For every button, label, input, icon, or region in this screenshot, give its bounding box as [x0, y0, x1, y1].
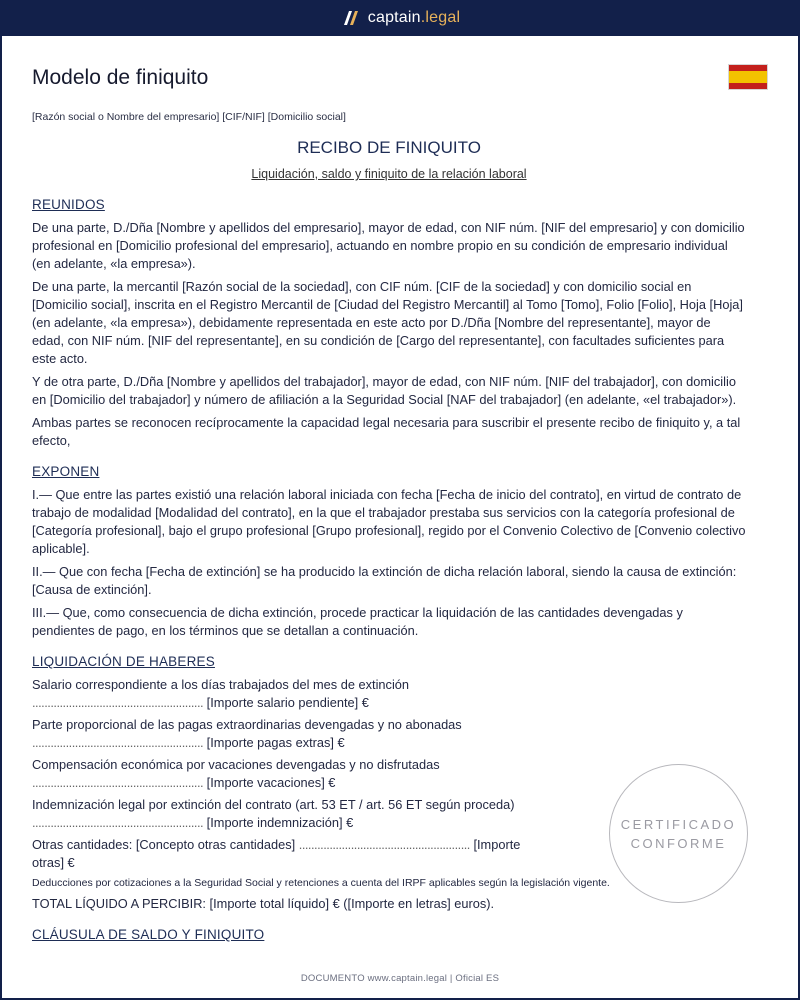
spain-flag-icon: [728, 64, 768, 90]
reunidos-paragraph: De una parte, D./Dña [Nombre y apellidos del empresario], mayor de edad, con NIF núm. [NIF del empresario] y con domicilio profesional en [Domicilio profesional del empresario], actuando en nombre propio en su condición de empresario individual (en adelante, «la empresa»).: [32, 220, 745, 271]
dotted-leader: ........................................................: [32, 695, 204, 710]
section-heading-liquidacion: LIQUIDACIÓN DE HABERES: [32, 654, 215, 669]
liquidation-item-amount: [Importe indemnización] €: [206, 815, 354, 830]
other-amounts-amount: [Importe otras] €: [32, 837, 521, 870]
dotted-leader: ........................................................: [32, 775, 204, 790]
liquidation-item-label: Compensación económica por vacaciones devengadas y no disfrutadas: [32, 757, 440, 772]
brand-name-part1: captain: [367, 9, 421, 26]
liquidation-item-amount: [Importe pagas extras] €: [206, 735, 345, 750]
captain-legal-logo-icon: [340, 10, 360, 26]
liquidation-item: [32, 676, 746, 712]
liquidation-item-label: Salario correspondiente a los días trabajados del mes de extinción: [32, 677, 410, 692]
document-title: Modelo de finiquito: [32, 66, 209, 89]
certified-stamp: [609, 764, 748, 903]
deductions-note: Deducciones por cotizaciones a la Seguridad Social y retenciones a cuenta del IRPF aplicables según la legislación vigente.: [32, 877, 610, 889]
company-header-line: [Razón social o Nombre del empresario] [CIF/NIF] [Domicilio social]: [32, 111, 346, 123]
receipt-title: RECIBO DE FINIQUITO: [297, 138, 481, 157]
liquidation-item-other: [32, 836, 532, 872]
other-amounts-label: Otras cantidades: [Concepto otras cantidades]: [32, 837, 296, 852]
liquidation-item-label: Parte proporcional de las pagas extraordinarias devengadas y no abonadas: [32, 717, 462, 732]
receipt-subtitle: Liquidación, saldo y finiquito de la relación laboral: [251, 167, 527, 181]
reunidos-paragraph: Y de otra parte, D./Dña [Nombre y apellidos del trabajador], mayor de edad, con NIF núm. [NIF del trabajador], con domicilio en [Domicilio del trabajador] y número de afiliación a la Seguridad Social [NAF del trabajador] (en adelante, «el trabajador»).: [32, 374, 737, 407]
liquidation-item: [32, 716, 746, 752]
section-heading-clausula: CLÁUSULA DE SALDO Y FINIQUITO: [32, 927, 265, 942]
liquidation-item-amount: [Importe salario pendiente] €: [206, 695, 369, 710]
liquidation-item-amount: [Importe vacaciones] €: [206, 775, 336, 790]
exponen-paragraph: II.— Que con fecha [Fecha de extinción] se ha producido la extinción de dicha relación laboral, siendo la causa de extinción: [Causa de extinción].: [32, 564, 737, 597]
exponen-paragraph: III.— Que, como consecuencia de dicha extinción, procede practicar la liquidación de las cantidades devengadas y pendientes de pago, en los términos que se detallan a continuación.: [32, 605, 683, 638]
liquidation-item-label: Indemnización legal por extinción del contrato (art. 53 ET / art. 56 ET según proceda): [32, 797, 515, 812]
reunidos-paragraph: De una parte, la mercantil [Razón social de la sociedad], con CIF núm. [CIF de la sociedad] y con domicilio social en [Domicilio social], inscrita en el Registro Mercantil de [Ciudad del Registro Mercantil] al Tomo [Tomo], Folio [Folio], Hoja [Hoja] (en adelante, «la empresa»), debidamente representada en este acto por D./Dña [Nombre del representante], mayor de edad, con NIF núm. [NIF del representante], en su condición de [Cargo del representante], con facultades suficientes para este acto.: [32, 279, 743, 366]
page-footer: DOCUMENTO www.captain.legal | Oficial ES: [300, 973, 500, 984]
section-heading-exponen: EXPONEN: [32, 464, 100, 479]
total-net-amount: TOTAL LÍQUIDO A PERCIBIR: [Importe total líquido] € ([Importe en letras] euros).: [32, 896, 495, 911]
top-bar: [0, 0, 800, 36]
section-heading-reunidos: REUNIDOS: [32, 197, 105, 212]
reunidos-paragraph: Ambas partes se reconocen recíprocamente la capacidad legal necesaria para suscribir el presente recibo de finiquito y, a tal efecto,: [32, 415, 741, 448]
brand-logo[interactable]: [340, 9, 460, 27]
exponen-paragraph: I.— Que entre las partes existió una relación laboral iniciada con fecha [Fecha de inicio del contrato], en virtud de contrato de trabajo de modalidad [Modalidad del contrato], en la que el trabajador prestaba sus servicios con la categoría profesional de [Categoría profesional], bajo el grupo profesional [Grupo profesional], regido por el Convenio Colectivo de [Convenio colectivo aplicable].: [32, 487, 746, 556]
stamp-line1: CERTIFICADO: [620, 816, 737, 832]
dotted-leader: ........................................................: [298, 837, 470, 852]
stamp-line2: CONFORME: [630, 835, 727, 851]
brand-name-part2: .legal: [420, 9, 461, 26]
dotted-leader: ........................................................: [32, 735, 204, 750]
dotted-leader: ........................................................: [32, 815, 204, 830]
